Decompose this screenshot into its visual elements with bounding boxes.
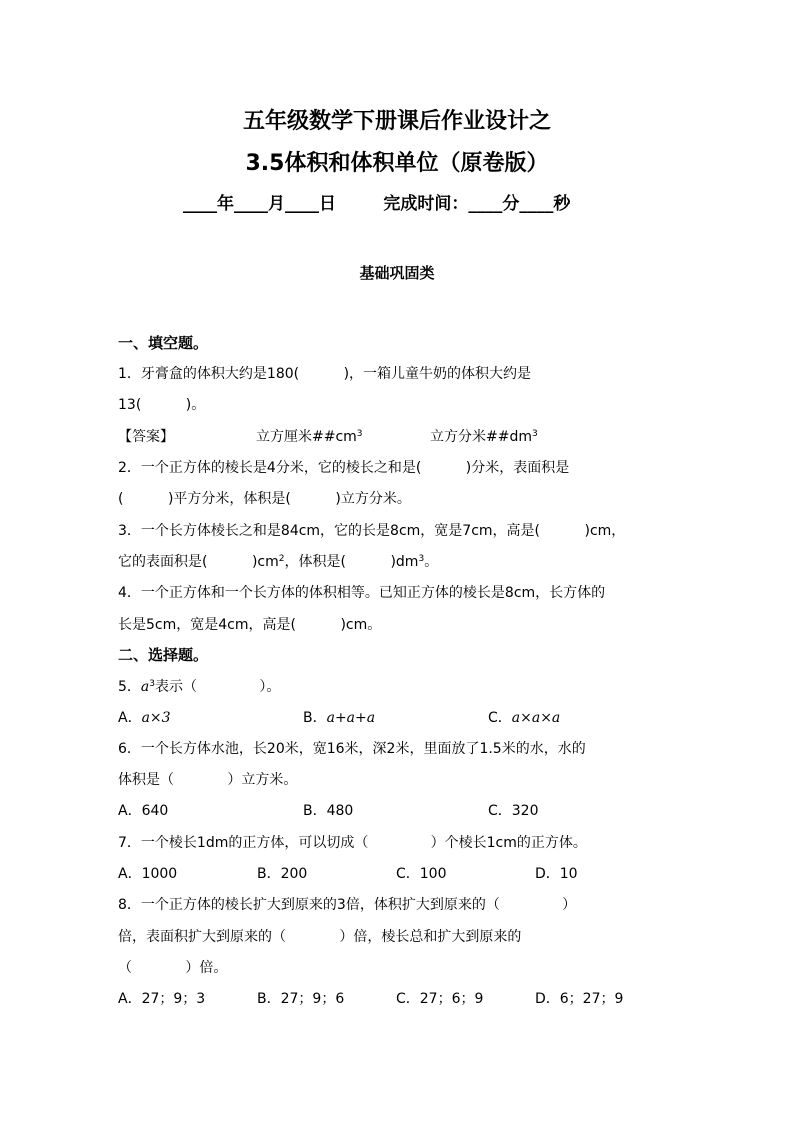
- section-choice-heading: 二、选择题。: [118, 646, 209, 664]
- category-heading: 基础巩固类: [359, 264, 435, 282]
- q5-option-c: C．a×a×a: [488, 710, 561, 726]
- q6-line2: 体积是（ ）立方米。: [118, 772, 298, 788]
- q5-stem: 5．$a^3$表示（ ）。: [118, 679, 281, 695]
- page-subtitle: 3.5体积和体积单位（原卷版）: [245, 151, 549, 176]
- answer-2: 立方分米$\#\#dm^3$: [430, 429, 538, 445]
- answer-1: 立方厘米$\#\#cm^3$: [256, 429, 363, 445]
- q6-option-b: B．480: [303, 803, 354, 819]
- q3-line1: 3．一个长方体棱长之和是84cm，它的长是8cm，宽是7cm，高是( )cm，: [118, 523, 626, 539]
- q8-line1: 8．一个正方体的棱长扩大到原来的3倍，体积扩大到原来的（ ）: [118, 897, 577, 913]
- section-fill-heading: 一、填空题。: [118, 334, 209, 352]
- q2-line1: 2．一个正方体的棱长是4分米，它的棱长之和是( )分米，表面积是: [118, 460, 570, 476]
- q8-line2: 倍，表面积扩大到原来的（ ）倍，棱长总和扩大到原来的: [118, 929, 522, 945]
- q7-option-b: B．200: [257, 866, 308, 882]
- q8-line3: （ ）倍。: [118, 960, 228, 976]
- q3-line2: 它的表面积是( )$cm^2$，体积是( )$dm^3$。: [118, 554, 439, 570]
- q2-line2: ( )平方分米，体积是( )立方分米。: [118, 491, 411, 507]
- q6-line1: 6．一个长方体水池，长20米，宽16米，深2米，里面放了1.5米的水，水的: [118, 741, 586, 757]
- q8-option-b: B．27；9；6: [257, 991, 345, 1007]
- answer-label: 【答案】: [118, 429, 174, 445]
- q7-option-d: D．10: [535, 866, 578, 882]
- q1-line1: 1．牙膏盒的体积大约是180( )，一箱儿童牛奶的体积大约是: [118, 366, 532, 382]
- q8-option-a: A．27；9；3: [118, 991, 206, 1007]
- q4-line1: 4．一个正方体和一个长方体的体积相等。已知正方体的棱长是8cm，长方体的: [118, 585, 606, 601]
- page-title: 五年级数学下册课后作业设计之: [242, 109, 551, 134]
- q8-option-d: D．6；27；9: [535, 991, 624, 1007]
- q7-line1: 7．一个棱长1dm的正方体，可以切成（ ）个棱长1cm的正方体。: [118, 835, 587, 851]
- q8-option-c: C．27；6；9: [396, 991, 484, 1007]
- q5-option-b: B．a+a+a: [303, 710, 376, 726]
- q6-option-c: C．320: [488, 803, 539, 819]
- q4-line2: 长是5cm，宽是4cm，高是( )cm。: [118, 617, 382, 633]
- q6-option-a: A．640: [118, 803, 169, 819]
- q7-option-a: A．1000: [118, 866, 178, 882]
- date-line: ____年____月____日 完成时间：____分____秒: [183, 194, 571, 214]
- q5-option-a: A．a×3: [118, 710, 171, 726]
- q7-option-c: C．100: [396, 866, 447, 882]
- q1-line2: 13( )。: [118, 397, 206, 413]
